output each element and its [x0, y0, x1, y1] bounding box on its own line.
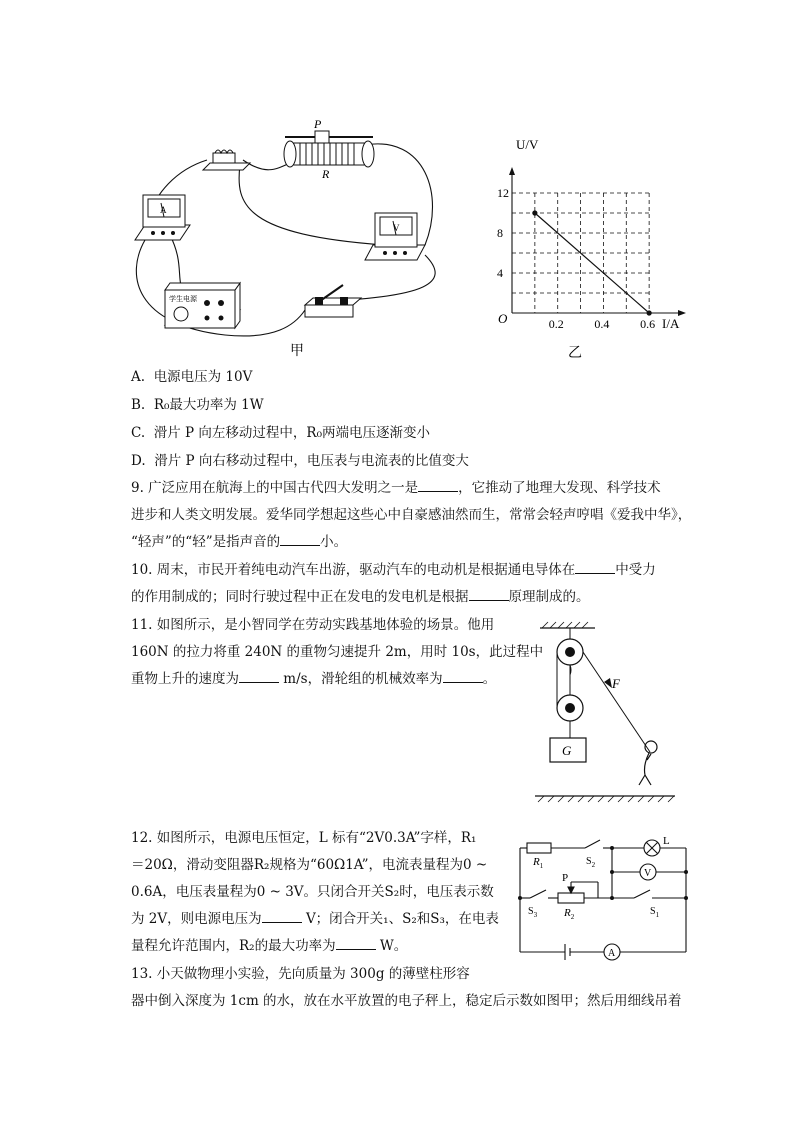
option-text: 电源电压为 10V [153, 369, 253, 385]
q9-text: 小。 [320, 534, 348, 550]
y-tick-label: 4 [497, 266, 503, 280]
q10-blank-1[interactable] [575, 561, 615, 574]
switch-s3 [530, 890, 546, 898]
q10-text: 原理制成的。 [508, 589, 590, 605]
q12-line-5 [131, 937, 407, 956]
y-tick-label: 8 [497, 226, 503, 240]
chart-ticks [497, 186, 655, 331]
q12-text: W。 [379, 938, 408, 954]
chart-y-axis-label: U/V [516, 137, 539, 152]
option-letter: C. [131, 425, 146, 441]
weight-label: G [562, 743, 572, 758]
option-a [131, 368, 252, 387]
q11-text: 重物上升的速度为 [131, 671, 239, 687]
q11-text: m/s，滑轮组的机械效率为 [283, 671, 443, 687]
u-i-graph [482, 135, 702, 365]
circuit-apparatus-figure [125, 115, 455, 365]
q10-line-1 [131, 561, 656, 580]
r1-label: $R_1$ [533, 856, 544, 870]
q12-text: V；闭合开关₁、S₂和S₃，在电表 [305, 911, 499, 927]
r2-label: $R_2$ [564, 907, 575, 921]
q9-text: ，它推动了地理大发现、科学技术 [458, 480, 661, 496]
q9-text: 9. 广泛应用在航海上的中国古代四大发明之一是 [131, 480, 419, 496]
q12-text: ＝20Ω，滑动变阻器R₂规格为“60Ω1A”，电流表量程为0 ~ [131, 857, 488, 873]
q10-text: 的作用制成的；同时行驶过程中正在发电的发电机是根据 [131, 589, 469, 605]
voltmeter-label: V [393, 223, 400, 233]
s3-label: $S_3$ [528, 906, 538, 919]
q9-blank-2[interactable] [280, 533, 320, 546]
option-letter: D. [131, 453, 146, 469]
power-supply-label: 学生电源 [169, 295, 197, 303]
rheostat-label-r: R [322, 167, 330, 181]
q10-blank-2[interactable] [469, 588, 509, 601]
chart-axes [509, 167, 686, 316]
s1-label: $S_1$ [650, 906, 660, 919]
q13-line-2 [131, 992, 682, 1011]
q13-text: 器中倒入深度为 1cm 的水，放在水平放置的电子秤上，稳定后示数如图甲；然后用细线吊着 [131, 993, 682, 1009]
resistor-r2 [558, 893, 584, 903]
q11-line-2 [131, 643, 543, 662]
q12-blank-1[interactable] [262, 910, 302, 923]
person-figure [639, 741, 657, 785]
series-point [532, 210, 537, 215]
option-text: R₀最大功率为 1W [153, 397, 264, 413]
wire [350, 255, 435, 300]
q12-text: 量程允许范围内，R₂的最大功率为 [131, 938, 336, 954]
q12-text: 为 2V，则电源电压为 [131, 911, 262, 927]
wire [243, 160, 290, 170]
q9-line-1 [131, 479, 661, 498]
chart-series [532, 210, 651, 315]
option-c [131, 424, 430, 443]
rheostat-label-p: P [314, 117, 322, 131]
s2-label: $S_2$ [586, 856, 596, 869]
series-point [647, 310, 652, 315]
q11-line-1 [131, 616, 494, 635]
switch-s1 [634, 890, 650, 898]
option-d [131, 452, 469, 471]
q9-line-3 [131, 533, 347, 552]
option-b [131, 396, 264, 415]
q12-line-4 [131, 910, 499, 929]
series-line [535, 213, 649, 313]
q12-line-1 [131, 829, 476, 848]
q11-blank-1[interactable] [239, 670, 279, 683]
option-text: 滑片 P 向右移动过程中，电压表与电流表的比值变大 [154, 453, 469, 469]
knife-switch [305, 285, 361, 317]
option-text: 滑片 P 向左移动过程中，R₀两端电压逐渐变小 [153, 425, 430, 441]
q10-text: 10. 周末，市民开着纯电动汽车出游，驱动汽车的电动机是根据通电导体在 [131, 562, 576, 578]
q11-text: 11. 如图所示，是小智同学在劳动实践基地体验的场景。他用 [131, 617, 495, 633]
q11-text: 。 [482, 671, 497, 687]
x-tick-label: 0.4 [594, 317, 610, 331]
circuit-diagram [500, 830, 700, 970]
q12-text: 12. 如图所示，电源电压恒定，L 标有“2V0.3A”字样，R₁ [131, 830, 477, 846]
q13-text: 13. 小天做物理小实验，先向质量为 300g 的薄壁柱形容 [131, 966, 470, 982]
power-supply [165, 283, 240, 328]
x-tick-label: 0.6 [640, 317, 656, 331]
q9-blank-1[interactable] [418, 479, 458, 492]
q12-text: 0.6A，电压表量程为0 ~ 3V。只闭合开关S₂时，电压表示数 [131, 884, 494, 900]
ammeter-symbol-label: A [608, 948, 616, 959]
q10-line-2 [131, 588, 590, 607]
coil-component [203, 150, 250, 170]
lamp-label: L [663, 835, 670, 847]
switch-s2 [585, 840, 600, 848]
q11-text: 160N 的拉力将重 240N 的重物匀速提升 2m，用时 10s，此过程中 [131, 644, 544, 660]
y-tick-label: 12 [497, 186, 509, 200]
option-letter: B. [131, 397, 146, 413]
force-label: F [612, 676, 620, 691]
q12-line-2 [131, 856, 487, 875]
pulley-figure [530, 620, 680, 805]
chart-x-axis-label: I/A [662, 316, 680, 331]
figure-left-caption: 甲 [290, 344, 304, 359]
ammeter-label: A [160, 205, 167, 215]
q9-text: “轻声”的“轻”是指声音的 [131, 534, 281, 550]
y-axis-arrow [509, 167, 515, 175]
q12-blank-2[interactable] [336, 937, 376, 950]
figure-right-caption: 乙 [568, 346, 582, 361]
rheostat [284, 117, 374, 181]
q10-text: 中受力 [615, 562, 656, 578]
q9-line-2 [131, 506, 691, 525]
x-tick-label: 0.2 [548, 317, 564, 331]
option-letter: A. [131, 369, 146, 385]
voltmeter [365, 213, 425, 260]
voltmeter-symbol-label: V [644, 868, 652, 879]
ammeter [135, 195, 190, 240]
chart-origin-label: O [498, 311, 508, 326]
resistor-r1 [527, 843, 551, 853]
wire [239, 165, 385, 245]
slider-label: P [562, 872, 569, 884]
q11-blank-2[interactable] [443, 670, 483, 683]
q11-line-3 [131, 670, 496, 689]
q12-line-3 [131, 883, 494, 902]
q9-text: 进步和人类文明发展。爱华同学想起这些心中自豪感油然而生，常常会轻声哼唱《爱我中华》， [131, 507, 692, 523]
q13-line-1 [131, 965, 470, 984]
